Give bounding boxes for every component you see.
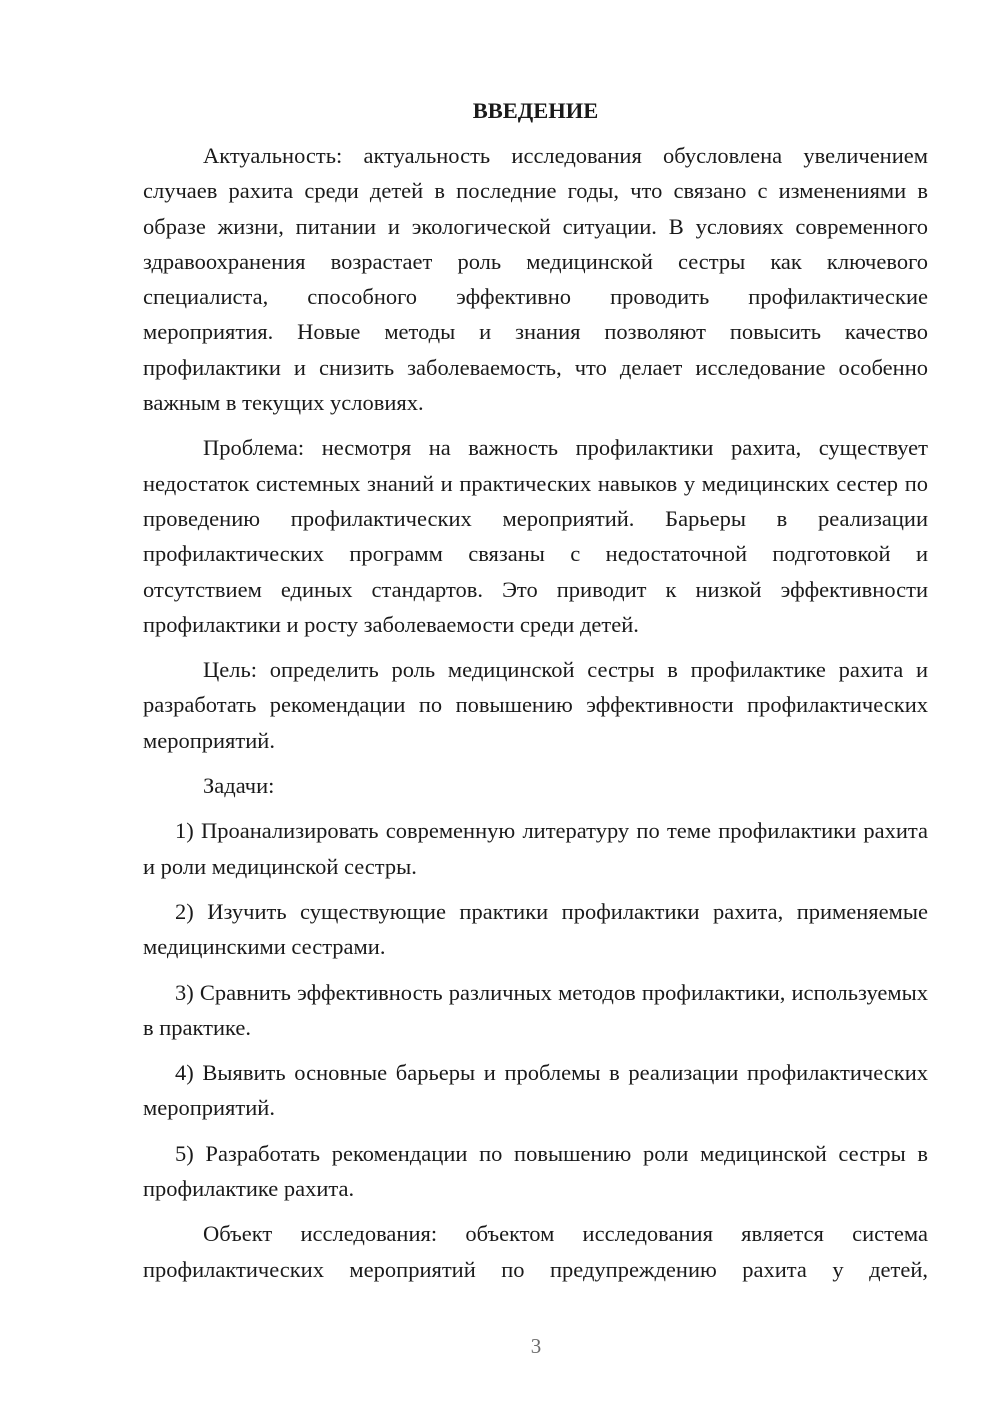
tasks-title: Задачи: <box>203 773 275 799</box>
page-content <box>143 92 928 1287</box>
paragraph-problem: Проблема: несмотря на важность профилактики рахита, существует недостаток системных знаний и практических навыков у медицинских сестер по проведению профилактических мероприятий. Барьеры в реализации профилактических программ связаны с недостаточной подготовкой и отсутствием единых стандартов. Это приводит к низкой эффективности профилактики и росту заболеваемости среди детей. <box>143 435 928 637</box>
page-number: 3 <box>530 1334 542 1358</box>
task-item-1: 1) Проанализировать современную литературу по теме профилактики рахита и роли медицинской сестры. <box>143 818 928 879</box>
task-item-2: 2) Изучить существующие практики профилактики рахита, применяемые медицинскими сестрами. <box>143 898 928 960</box>
paragraph-goal: Цель: определить роль медицинской сестры в профилактике рахита и разработать рекомендации по повышению эффективности профилактических мероприятий. <box>143 657 928 753</box>
task-item-3: 3) Сравнить эффективность различных методов профилактики, используемых в практике. <box>143 979 928 1040</box>
paragraph-object: Объект исследования: объектом исследования является система профилактических мероприятий по предупреждению рахита у детей, <box>143 1221 928 1282</box>
task-item-5: 5) Разработать рекомендации по повышению роли медицинской сестры в профилактике рахита. <box>143 1140 928 1202</box>
paragraph-relevance: Актуальность: актуальность исследования обусловлена увеличением случаев рахита среди детей в последние годы, что связано с изменениями в образе жизни, питании и экологической ситуации. В условиях современного здравоохранения возрастает роль медицинской сестры как ключевого специалиста, способного эффективно проводить профилактические мероприятия. Новые методы и знания позволяют повысить качество профилактики и снизить заболеваемость, что делает исследование особенно важным в текущих условиях. <box>143 143 928 416</box>
page-title: ВВЕДЕНИЕ <box>472 98 599 123</box>
task-item-4: 4) Выявить основные барьеры и проблемы в реализации профилактических мероприятий. <box>143 1060 928 1121</box>
